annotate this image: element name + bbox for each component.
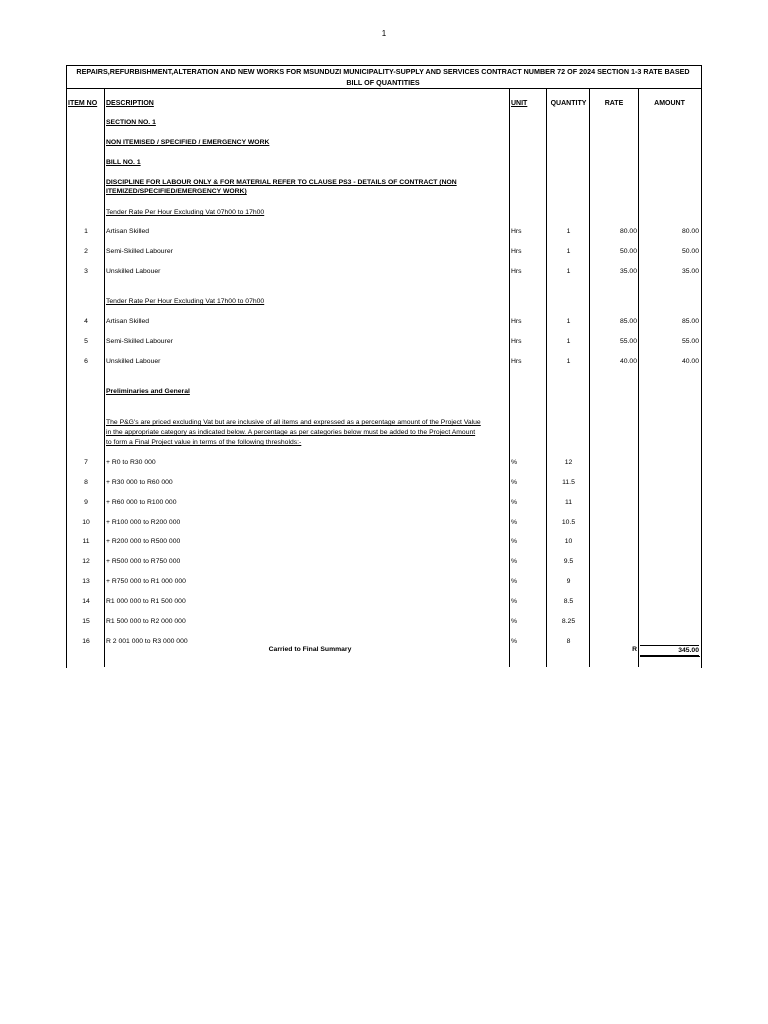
item-unit: % <box>511 479 518 486</box>
item-unit: Hrs <box>511 318 522 325</box>
item-description: + R60 000 to R100 000 <box>106 499 177 506</box>
item-no: 9 <box>84 499 88 506</box>
tender-rate-day-heading: Tender Rate Per Hour Excluding Vat 07h00 to 17h00 <box>106 209 265 216</box>
column-header-item-no: ITEM NO <box>68 100 98 107</box>
item-quantity: 9.5 <box>563 558 574 565</box>
page-number: 1 <box>381 29 387 38</box>
item-no: 1 <box>84 228 88 235</box>
item-no: 14 <box>82 598 90 605</box>
item-unit: % <box>511 459 518 466</box>
title-line-2: BILL OF QUANTITIES <box>346 77 420 87</box>
item-unit: Hrs <box>511 358 522 365</box>
item-quantity: 1 <box>566 338 571 345</box>
item-quantity: 11.5 <box>562 479 575 486</box>
item-description: Unskilled Labouer <box>106 358 161 365</box>
item-quantity: 10 <box>564 538 573 545</box>
item-unit: % <box>511 558 518 565</box>
item-rate: 85.00 <box>619 318 637 325</box>
item-quantity: 1 <box>566 358 571 365</box>
column-header-rate: RATE <box>604 100 624 107</box>
item-quantity: 10.5 <box>561 519 576 526</box>
item-no: 3 <box>84 268 88 275</box>
section-heading: SECTION NO. 1 <box>106 119 156 126</box>
document-title <box>66 67 700 88</box>
item-quantity: 8.5 <box>563 598 574 605</box>
bill-heading: BILL NO. 1 <box>106 159 141 166</box>
item-description: + R30 000 to R60 000 <box>106 479 173 486</box>
total-currency: R <box>632 646 637 653</box>
item-amount: 40.00 <box>681 358 699 365</box>
discipline-heading-line-2: ITEMIZED/SPECIFIED/EMERGENCY WORK) <box>106 188 247 195</box>
item-description: Semi-Skilled Labourer <box>106 338 173 345</box>
pg-note-line-3: to form a Final Project value in terms of the following thresholds:- <box>106 439 302 446</box>
column-divider-rate <box>638 88 639 667</box>
item-amount: 80.00 <box>681 228 699 235</box>
item-description: R1 000 000 to R1 500 000 <box>106 598 186 605</box>
tender-rate-night-heading: Tender Rate Per Hour Excluding Vat 17h00 to 07h00 <box>106 298 265 305</box>
item-rate: 80.00 <box>619 228 637 235</box>
total-amount: 345.00 <box>640 645 699 656</box>
item-rate: 40.00 <box>619 358 637 365</box>
item-description: + R200 000 to R500 000 <box>106 538 181 545</box>
item-no: 11 <box>82 538 90 545</box>
item-description: Unskilled Labouer <box>106 268 161 275</box>
item-no: 13 <box>82 578 90 585</box>
pg-note-line-2: in the appropriate category as indicated below. A percentage as per categories below must be added to the Project Amount <box>106 429 476 436</box>
item-quantity: 9 <box>566 578 571 585</box>
item-description: + R100 000 to R200 000 <box>106 519 181 526</box>
item-no: 8 <box>84 479 88 486</box>
column-header-unit: UNIT <box>511 100 528 107</box>
item-description: Artisan Skilled <box>106 318 150 325</box>
item-unit: % <box>511 578 518 585</box>
item-unit: Hrs <box>511 228 522 235</box>
column-header-description: DESCRIPTION <box>106 100 154 107</box>
item-no: 10 <box>82 519 90 526</box>
item-description: + R500 000 to R750 000 <box>106 558 181 565</box>
item-rate: 35.00 <box>619 268 637 275</box>
item-unit: % <box>511 618 518 625</box>
work-type-heading: NON ITEMISED / SPECIFIED / EMERGENCY WORK <box>106 139 270 146</box>
item-unit: % <box>511 538 518 545</box>
item-quantity: 8.25 <box>561 618 576 625</box>
item-quantity: 11 <box>564 499 573 506</box>
item-description: Artisan Skilled <box>106 228 150 235</box>
item-unit: % <box>511 598 518 605</box>
item-quantity: 8 <box>566 638 571 645</box>
item-unit: Hrs <box>511 248 522 255</box>
title-line-1: REPAIRS,REFURBISHMENT,ALTERATION AND NEW WORKS FOR MSUNDUZI MUNICIPALITY-SUPPLY AND SERVICES CONTRACT NUMBER 72 OF 2024 SECTION 1-3 RATE BASED <box>76 67 690 76</box>
item-quantity: 1 <box>566 228 571 235</box>
carried-to-final-summary-label: Carried to Final Summary <box>268 646 352 653</box>
item-no: 12 <box>82 558 90 565</box>
item-description: R1 500 000 to R2 000 000 <box>106 618 186 625</box>
item-unit: % <box>511 519 518 526</box>
item-description: R 2 001 000 to R3 000 000 <box>106 638 188 645</box>
item-amount: 50.00 <box>681 248 699 255</box>
item-description: + R750 000 to R1 000 000 <box>106 578 186 585</box>
item-quantity: 1 <box>566 318 571 325</box>
item-rate: 55.00 <box>619 338 637 345</box>
discipline-heading-line-1: DISCIPLINE FOR LABOUR ONLY & FOR MATERIAL REFER TO CLAUSE PS3 - DETAILS OF CONTRACT (NON <box>106 179 457 186</box>
item-description: + R0 to R30 000 <box>106 459 156 466</box>
title-divider <box>66 88 701 89</box>
item-no: 2 <box>84 248 88 255</box>
item-no: 4 <box>84 318 88 325</box>
item-amount: 55.00 <box>681 338 699 345</box>
item-unit: Hrs <box>511 268 522 275</box>
item-rate: 50.00 <box>619 248 637 255</box>
item-no: 7 <box>84 459 88 466</box>
item-no: 6 <box>84 358 88 365</box>
item-no: 16 <box>82 638 90 645</box>
item-unit: Hrs <box>511 338 522 345</box>
item-amount: 85.00 <box>681 318 699 325</box>
item-quantity: 1 <box>566 268 571 275</box>
total-double-underline <box>640 656 700 657</box>
column-divider-description <box>509 88 510 667</box>
item-quantity: 12 <box>564 459 573 466</box>
preliminaries-heading: Preliminaries and General <box>106 388 190 395</box>
item-no: 5 <box>84 338 88 345</box>
item-unit: % <box>511 638 518 645</box>
item-quantity: 1 <box>566 248 571 255</box>
item-amount: 35.00 <box>681 268 699 275</box>
column-header-quantity: QUANTITY <box>550 100 587 107</box>
item-description: Semi-Skilled Labourer <box>106 248 173 255</box>
item-no: 15 <box>82 618 90 625</box>
item-unit: % <box>511 499 518 506</box>
column-header-amount: AMOUNT <box>654 100 685 107</box>
pg-note-line-1: The P&G's are priced excluding Vat but are inclusive of all items and expressed as a percentage amount of the Project Value <box>106 419 481 426</box>
